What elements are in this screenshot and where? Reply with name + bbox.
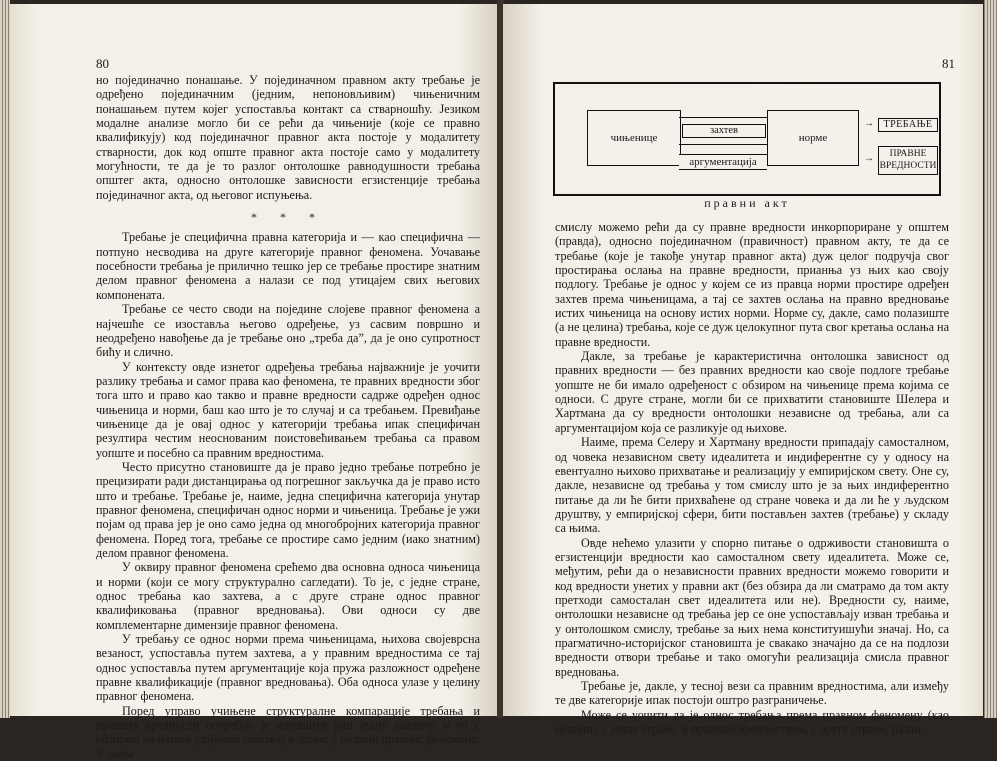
- paragraph: но појединачно понашање. У појединачном правном акту требање је одређено појединачним (једним, непоновљивим) чињеничним понашањем путем којег успоставља контакт са стварношћу. Језиком модалне анализе могло би се рећи да чињеније (које се правно квалификују) код појединачног правног акта постоје у модалитету стварности, док код опште правног акта постоје само у модалитету могућности, те да је то разлог онтолошке равнодушности требања општег акта, односно онтолошке зависности егзистенције требања појединачног акта, од његовог испуњења.: [96, 73, 480, 202]
- norms-box: норме: [767, 110, 859, 166]
- diagram-caption: правни акт: [704, 196, 790, 210]
- paragraph: Дакле, за требање је карактеристична онтолошка зависност од правних вредности — без правних вредности као своје подлоге требање уопште не би имало одређеност с обзиром на чињенице према којима се односи. С друге стране, могли би се прихватити становиште Шелера и Хартмана да су вредности онтолошки независне од требања, али са аргументацијом која се разликује од њихове.: [555, 349, 949, 435]
- connector-line: [679, 144, 767, 145]
- demand-box: захтев: [682, 124, 766, 138]
- facts-box: чињенице: [587, 110, 681, 166]
- paragraph: Често присутно становиште да је право једно требање потребно је прецизирати ради дистанцирања од погрешног закључка да је право исто што и требање. Требање је, наиме, једна специфична категорија унутар правног феномена, специфичан однос норми и чињеница. Требање је ужи појам од права јер је оно само једна од многобројних категорија правног феномена. Поред тога, требање се простире само једним (иако знатним) делом правног феномена.: [96, 459, 480, 560]
- argumentation-box: аргументација: [679, 154, 767, 170]
- paragraph: У оквиру правног феномена срећемо два основна односа чињеница и норми (који се могу структурално сагледати). То је, с једне стране, однос требања као захтева, а с друге стране однос правног квалификовања (правног вредновања). Ови односи су две комплементарне димензије правног феномена.: [96, 560, 480, 632]
- legal-values-box: ПРАВНЕ ВРЕДНОСТИ: [878, 146, 938, 175]
- section-separator: * * *: [251, 210, 325, 225]
- left-page-text: [96, 73, 480, 761]
- paragraph: Овде нећемо улазити у спорно питање о одрживости становишта о егзистенцији вредности као самосталном свету идеалитета. Може се, међутим, рећи да о независности правних вредности можемо говорити и код вредности унетих у правни акт (без обзира да ли сматрамо да том акту претходи самосталан свет идеалитета или не). Вредности су, наиме, онтолошки независне од требања јер се оне успостављају изван требања и у онтолошком смислу, требање за њих нема конституишући значај. Но, са прагматично-историјског становишта је свакако значајно да се на подлози вредности отвори требање и тако омогући реализација смисла правног вредновања.: [555, 535, 949, 679]
- paragraph: Требање се често своди на поједине слојеве правног феномена а најчешће се изоставља његово одређење, уз сасвим површно и неодређено навођење да је требање оно „треба да”, да је оно супротност бићу и слично.: [96, 302, 480, 360]
- paragraph: смислу можемо рећи да су правне вредности инкорпориране у општем (правда), односно појединачном (правичност) правном акту, те да се требање (које је такође унутар правног акта) дуж целог подручја свог простирања ослања на правне вредности, прианња уз њих као своју подлогу. Требање је однос у којем се из правца норми простире одређен захтев према чињеницама, а тај се захтев ослања на правно вредновање истих чињеница на основу истих норми. Норме су, дакле, само полазиште (а не целина) требања, које се дуж целокупног пута свог кретања ослања на правне вредности.: [555, 220, 949, 349]
- arrow-right-icon: →: [864, 153, 874, 164]
- legal-act-diagram: [553, 82, 941, 196]
- paragraph: У контексту овде изнетог одређења требања најважније је уочити разлику требања и самог права као феномена, те правних вредности због тога што и право као такво и правне вредности садрже одређен однос чињеница и норми, баш као што је то случај и са требањем. Превиђање чињенице да је овај однос у категорији требања ипак специфичан резултира честим неоснованим поистовећивањем требања са правом уопште и посебно са правним вредностима.: [96, 359, 480, 460]
- left-page: [10, 4, 498, 761]
- paragraph: Требање је, дакле, у тесној вези са правним вредностима, али између те две категорије ипак постоји оштро разграничење.: [555, 679, 949, 708]
- paragraph: Наиме, према Селеру и Хартману вредности припадају самосталном, од човека независном свету идеалитета и индиферентне су у односу на евентуално њихово прихватање и реализацију у емпиријском свету. Оне су, дакле, независне од требања у том смислу што је за њих индиферентно питање да ли ће бити прихваћене од стране човека и да ли ће у људском друштву, у емпиријској сфери, бити постављен захтев (требање) у складу са њима.: [555, 435, 949, 536]
- page-number: 80: [96, 56, 109, 71]
- paragraph: Поред управо учињене структуралне компарације требања и правних вредности потребно је извршити још једну анализу, и то с обзиром на њихов узајамни положај и однос у целини правног феномена. У овом: [96, 703, 480, 761]
- book-edge-right: [984, 0, 997, 718]
- arrow-right-icon: →: [864, 118, 874, 129]
- paragraph: У требању се однос норми према чињеницама, њихова својеврсна везаност, успоставља путем захтева, а у правним вредностима се тај однос успоставља путем аргументације која пружа разложност одређене правне квалификације (правног вредновања). Оба односа улазе у целину правног феномена.: [96, 632, 480, 704]
- right-page-text: [555, 220, 949, 736]
- connector-line: [679, 117, 767, 118]
- page-number: 81: [942, 56, 955, 71]
- paragraph: Требање је специфична правна категорија и — као специфична — потпуно несводива на друге категорије правног феномена. Уочавање посебности требања је прилично тешко јер се требање простире знатним делом правног феномена а налази се под утицајем свих његових компонената.: [96, 230, 480, 302]
- ought-box: ТРЕБАЊЕ: [878, 118, 938, 132]
- paragraph: Може се уочити да је однос требања према правном феномену (као целини), с једне стране, и правним вредностима, с друге стране, разли-: [555, 707, 949, 737]
- right-page: [503, 4, 983, 737]
- book-edge-left: [0, 0, 10, 718]
